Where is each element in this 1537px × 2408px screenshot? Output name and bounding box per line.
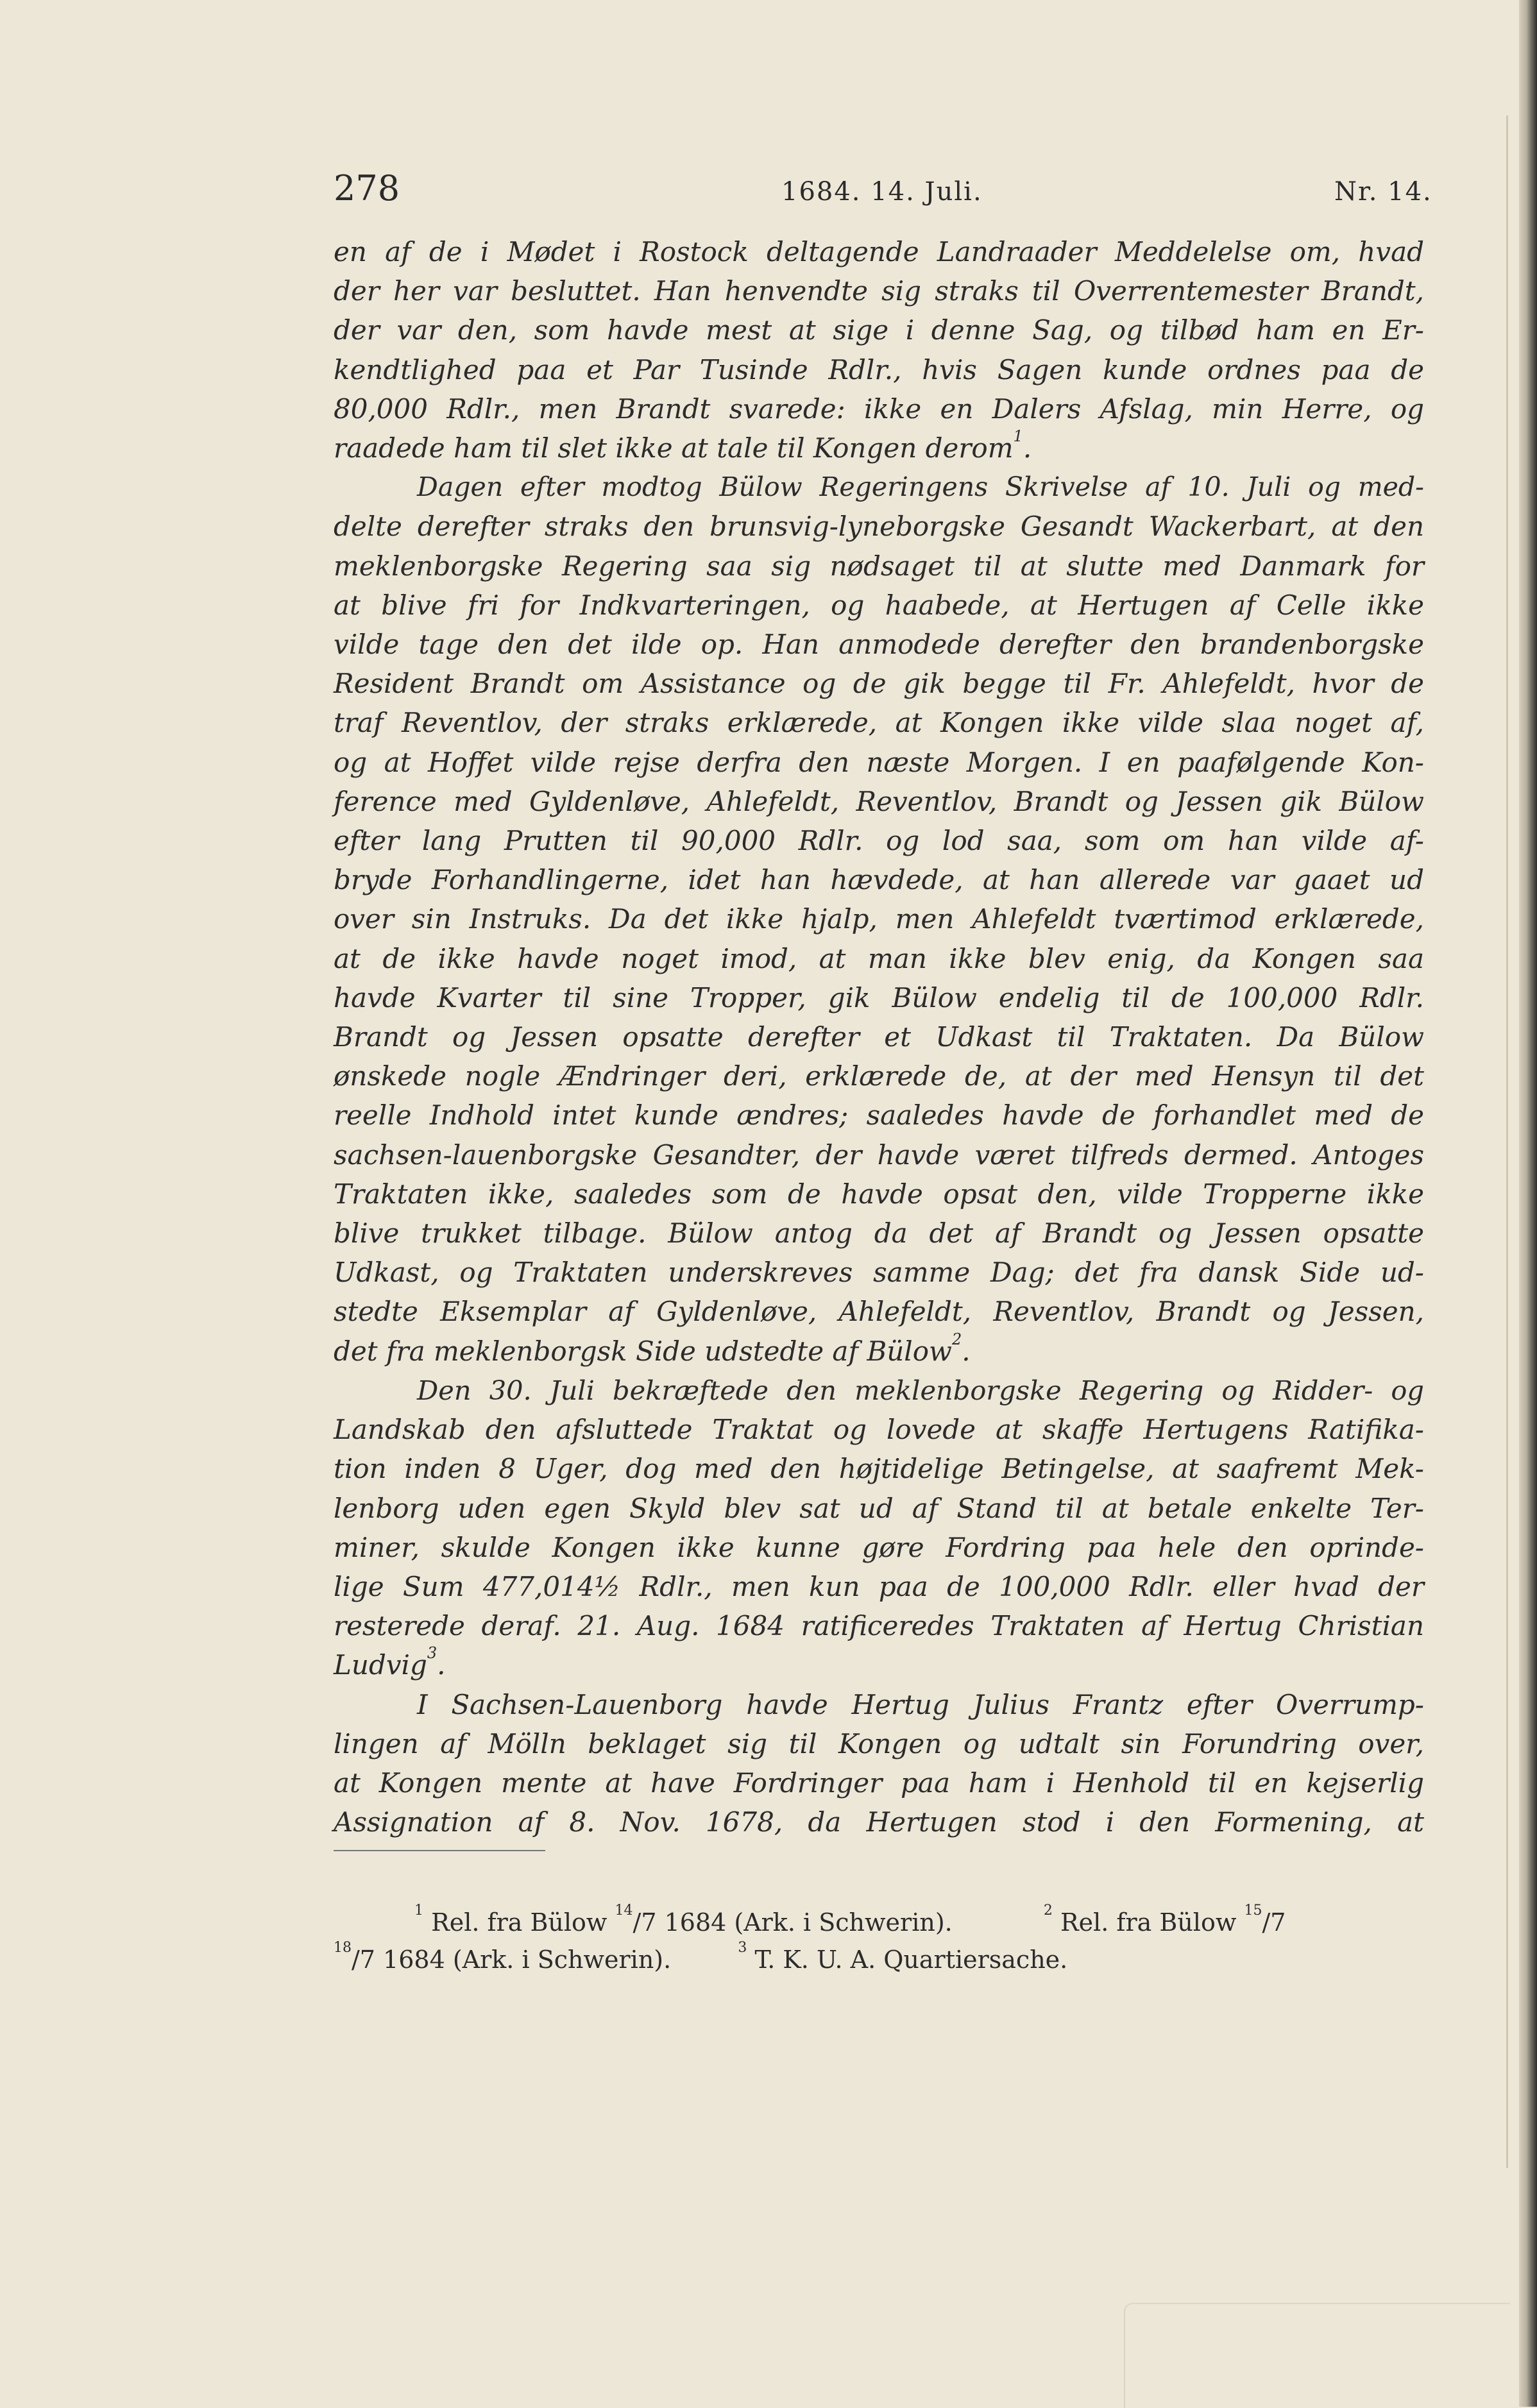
footnote-text: Rel. fra Bülow <box>1060 1908 1237 1937</box>
main-text <box>334 232 1424 1842</box>
text-line: miner, skulde Kongen ikke kunne gøre Fordring paa hele den oprinde- <box>334 1531 1424 1563</box>
text-line-end: . <box>962 1335 971 1367</box>
text-line: Traktaten ikke, saaledes som de havde opsat den, vilde Tropperne ikke <box>334 1178 1424 1210</box>
header-date: 1684. 14. Juli. <box>781 177 983 207</box>
paragraph <box>334 232 1424 468</box>
text-line-content: Ludvig <box>334 1649 427 1681</box>
footnote-date-rest: /7 1684 (Ark. i Schwerin). <box>633 1908 953 1937</box>
footnote-line <box>334 1904 1424 1941</box>
running-header <box>0 168 1537 213</box>
page-fold-line <box>1506 115 1508 2168</box>
text-line: stedte Eksemplar af Gyldenløve, Ahlefeldt, Reventlov, Brandt og Jessen, <box>334 1296 1424 1328</box>
text-line: Brandt og Jessen opsatte derefter et Udkast til Traktaten. Da Bülow <box>334 1021 1424 1053</box>
footnote-reference: 1 <box>1013 427 1023 446</box>
text-line: reelle Indhold intet kunde ændres; saaledes havde de forhandlet med de <box>334 1099 1424 1132</box>
footnote-line <box>334 1941 1424 1978</box>
text-line-content: raadede ham til slet ikke at tale til Kongen derom <box>334 432 1014 464</box>
footnote-reference: 2 <box>951 1330 962 1348</box>
footnotes <box>334 1904 1424 1978</box>
text-line: meklenborgske Regering saa sig nødsaget til at slutte med Danmark for <box>334 550 1424 582</box>
text-line: Landskab den afsluttede Traktat og lovede at skaffe Hertugens Ratifika- <box>334 1414 1424 1446</box>
text-line: lingen af Mölln beklaget sig til Kongen og udtalt sin Forundring over, <box>334 1727 1424 1759</box>
footnote-text: T. K. U. A. Quartiersache. <box>754 1946 1068 1974</box>
paragraph <box>334 1685 1424 1842</box>
text-line: delte derefter straks den brunsvig-lyneborgske Gesandt Wackerbart, at den <box>334 511 1424 543</box>
page-number: 278 <box>334 168 400 208</box>
text-line-last <box>334 1332 1424 1371</box>
footnote-marker: 3 <box>738 1940 747 1956</box>
text-line: lige Sum 477,014½ Rdlr., men kun paa de 100,000 Rdlr. eller hvad der <box>334 1570 1424 1602</box>
text-line: havde Kvarter til sine Tropper, gik Bülow endelig til de 100,000 Rdlr. <box>334 981 1424 1013</box>
footnote-marker: 1 <box>414 1903 423 1919</box>
text-line-content: det fra meklenborgsk Side udstedte af Bülow <box>334 1335 952 1367</box>
text-line-end: . <box>1023 432 1032 464</box>
text-line: Resident Brandt om Assistance og de gik begge til Fr. Ahlefeldt, hvor de <box>334 668 1424 700</box>
text-line: at de ikke havde noget imod, at man ikke blev enig, da Kongen saa <box>334 942 1424 974</box>
text-line-last <box>334 428 1424 468</box>
text-line: at blive fri for Indkvarteringen, og haabede, at Hertugen af Celle ikke <box>334 589 1424 621</box>
text-line: efter lang Prutten til 90,000 Rdlr. og lod saa, som om han vilde af- <box>334 825 1424 857</box>
footnote-date-day: 14 <box>615 1903 633 1919</box>
text-line: ference med Gyldenløve, Ahlefeldt, Reventlov, Brandt og Jessen gik Bülow <box>334 785 1424 817</box>
footnote-date-day: 18 <box>334 1940 352 1956</box>
text-line-last <box>334 1645 1424 1684</box>
text-line: Assignation af 8. Nov. 1678, da Hertugen stod i den Formening, at <box>334 1806 1424 1838</box>
text-line: der her var besluttet. Han henvendte sig straks til Overrentemester Brandt, <box>334 275 1424 307</box>
text-line: Dagen efter modtog Bülow Regeringens Skrivelse af 10. Juli og med- <box>417 471 1424 503</box>
text-line: resterede deraf. 21. Aug. 1684 ratificeredes Traktaten af Hertug Christian <box>334 1610 1424 1642</box>
book-spine-edge <box>1519 0 1537 2407</box>
text-line: der var den, som havde mest at sige i denne Sag, og tilbød ham en Er- <box>334 314 1424 346</box>
paragraph <box>334 468 1424 1371</box>
text-line: tion inden 8 Uger, dog med den højtidelige Betingelse, at saafremt Mek- <box>334 1453 1424 1485</box>
text-line: bryde Forhandlingerne, idet han hævdede, at han allerede var gaaet ud <box>334 864 1424 896</box>
text-line: og at Hoffet vilde rejse derfra den næste Morgen. I en paafølgende Kon- <box>334 746 1424 778</box>
text-line: 80,000 Rdlr., men Brandt svarede: ikke en Dalers Afslag, min Herre, og <box>334 393 1424 425</box>
text-line: I Sachsen-Lauenborg havde Hertug Julius Frantz efter Overrump- <box>417 1688 1424 1720</box>
text-line: ønskede nogle Ændringer deri, erklærede de, at der med Hensyn til det <box>334 1060 1424 1092</box>
footnote-date-rest: /7 <box>1262 1908 1286 1937</box>
text-line: traf Reventlov, der straks erklærede, at Kongen ikke vilde slaa noget af, <box>334 707 1424 739</box>
paragraph <box>334 1371 1424 1685</box>
text-line: vilde tage den det ilde op. Han anmodede derefter den brandenborgske <box>334 629 1424 661</box>
footnote-text: Rel. fra Bülow <box>431 1908 607 1937</box>
text-line: Udkast, og Traktaten underskreves samme Dag; det fra dansk Side ud- <box>334 1257 1424 1289</box>
show-through-mark <box>1124 2303 1510 2408</box>
footnote-date-day: 15 <box>1244 1903 1262 1919</box>
footnote-marker: 2 <box>1043 1903 1053 1919</box>
text-line: over sin Instruks. Da det ikke hjalp, men Ahlefeldt tværtimod erklærede, <box>334 903 1424 935</box>
footnote-date-rest: /7 1684 (Ark. i Schwerin). <box>352 1946 672 1974</box>
text-line-end: . <box>437 1649 446 1681</box>
text-line: blive trukket tilbage. Bülow antog da det af Brandt og Jessen opsatte <box>334 1217 1424 1250</box>
header-document-number: Nr. 14. <box>1334 177 1432 207</box>
text-line: at Kongen mente at have Fordringer paa ham i Henhold til en kejserlig <box>334 1767 1424 1799</box>
footnote-reference: 3 <box>427 1644 437 1663</box>
text-line: Den 30. Juli bekræftede den meklenborgske Regering og Ridder- og <box>417 1374 1424 1406</box>
text-line: en af de i Mødet i Rostock deltagende Landraader Meddelelse om, hvad <box>334 236 1424 267</box>
footnote-rule <box>334 1850 545 1851</box>
text-line: lenborg uden egen Skyld blev sat ud af Stand til at betale enkelte Ter- <box>334 1492 1424 1524</box>
text-line: kendtlighed paa et Par Tusinde Rdlr., hvis Sagen kunde ordnes paa de <box>334 353 1424 386</box>
text-line: sachsen-lauenborgske Gesandter, der havde været tilfreds dermed. Antoges <box>334 1139 1424 1171</box>
